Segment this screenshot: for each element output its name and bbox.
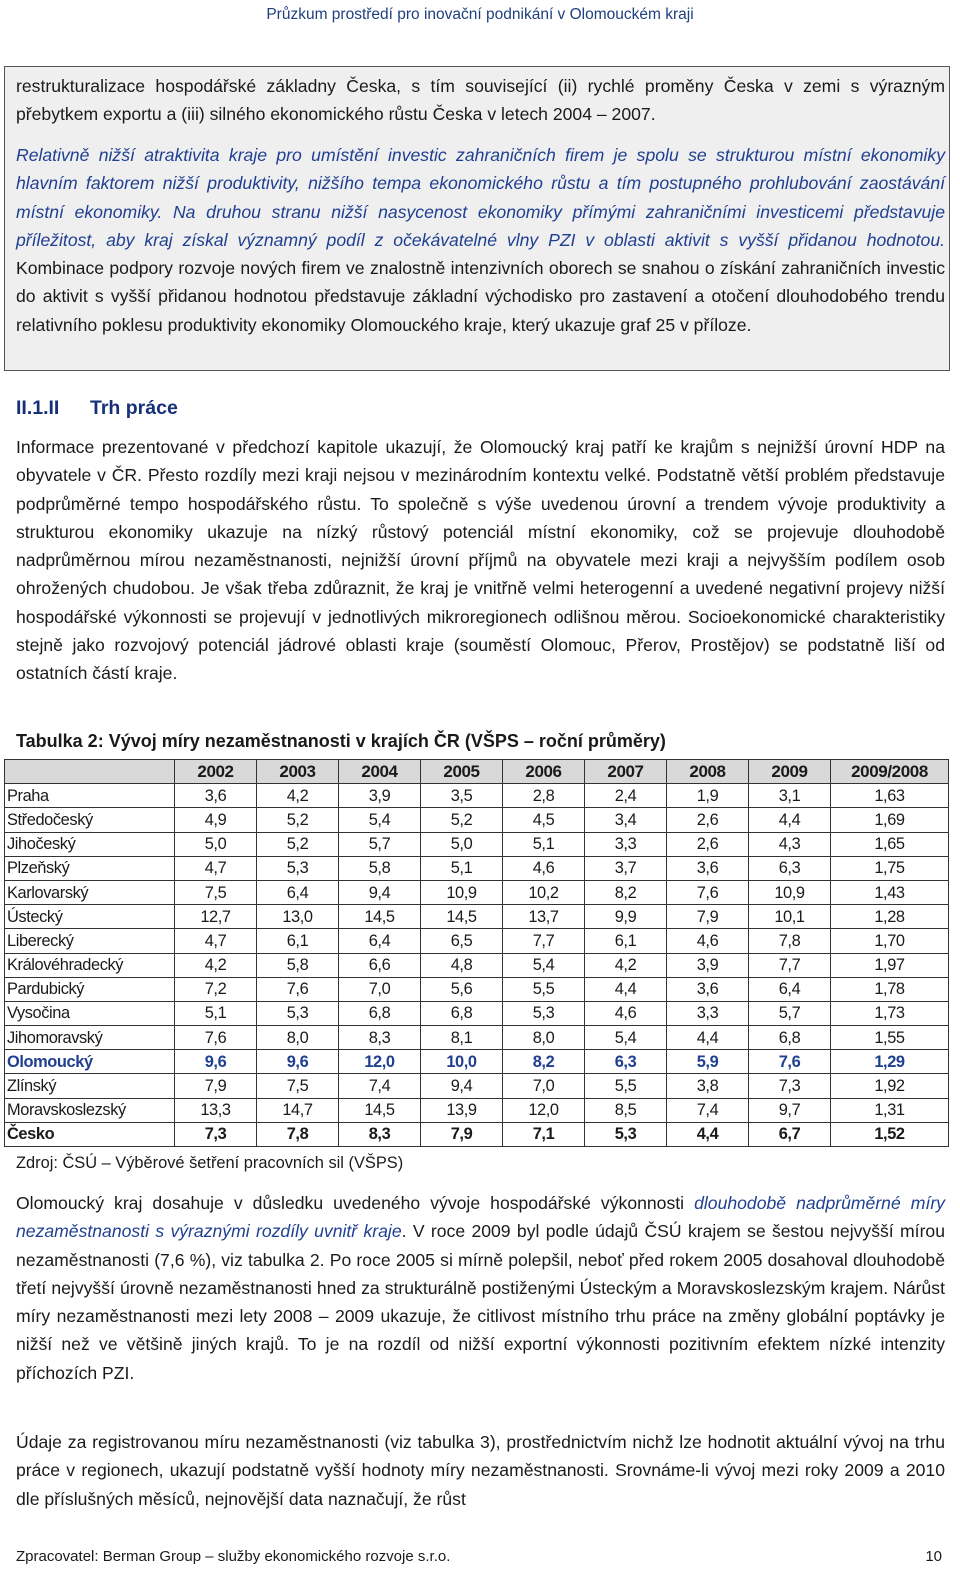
value-cell: 1,70 — [831, 929, 949, 953]
value-cell: 4,2 — [175, 953, 257, 977]
value-cell: 12,0 — [503, 1098, 585, 1122]
region-name-cell: Královéhradecký — [5, 953, 175, 977]
region-name-cell: Moravskoslezský — [5, 1098, 175, 1122]
value-cell: 1,69 — [831, 808, 949, 832]
value-cell: 7,1 — [503, 1122, 585, 1146]
value-cell: 5,3 — [585, 1122, 667, 1146]
table-row — [5, 1074, 949, 1098]
table-row — [5, 905, 949, 929]
page-header: Průzkum prostředí pro inovační podnikání v Olomouckém kraji — [266, 6, 694, 23]
value-cell: 8,5 — [585, 1098, 667, 1122]
value-cell: 8,1 — [421, 1026, 503, 1050]
value-cell: 2,8 — [503, 784, 585, 808]
value-cell: 4,6 — [585, 1001, 667, 1025]
section-heading — [16, 397, 178, 420]
value-cell: 10,9 — [749, 880, 831, 904]
value-cell: 6,6 — [339, 953, 421, 977]
value-cell: 5,2 — [257, 808, 339, 832]
value-cell: 5,5 — [585, 1074, 667, 1098]
value-cell: 5,4 — [585, 1026, 667, 1050]
value-cell: 7,5 — [175, 880, 257, 904]
value-cell: 7,8 — [257, 1122, 339, 1146]
region-name-cell: Jihočeský — [5, 832, 175, 856]
value-cell: 13,9 — [421, 1098, 503, 1122]
header-cell-2005: 2005 — [421, 760, 503, 784]
value-cell: 6,4 — [257, 880, 339, 904]
value-cell: 5,7 — [339, 832, 421, 856]
table-row — [5, 856, 949, 880]
table-row — [5, 808, 949, 832]
value-cell: 4,2 — [257, 784, 339, 808]
value-cell: 2,6 — [667, 808, 749, 832]
value-cell: 7,7 — [749, 953, 831, 977]
value-cell: 8,0 — [503, 1026, 585, 1050]
value-cell: 14,7 — [257, 1098, 339, 1122]
value-cell: 2,4 — [585, 784, 667, 808]
table-row — [5, 880, 949, 904]
region-name-cell: Olomoucký — [5, 1050, 175, 1074]
value-cell: 4,8 — [421, 953, 503, 977]
value-cell: 3,6 — [175, 784, 257, 808]
value-cell: 13,7 — [503, 905, 585, 929]
value-cell: 10,2 — [503, 880, 585, 904]
value-cell: 6,4 — [749, 977, 831, 1001]
value-cell: 1,65 — [831, 832, 949, 856]
value-cell: 9,6 — [257, 1050, 339, 1074]
value-cell: 6,1 — [585, 929, 667, 953]
value-cell: 1,63 — [831, 784, 949, 808]
value-cell: 9,9 — [585, 905, 667, 929]
value-cell: 5,9 — [667, 1050, 749, 1074]
value-cell: 14,5 — [421, 905, 503, 929]
header-cell-2008: 2008 — [667, 760, 749, 784]
value-cell: 4,4 — [667, 1122, 749, 1146]
value-cell: 7,7 — [503, 929, 585, 953]
region-name-cell: Liberecký — [5, 929, 175, 953]
value-cell: 3,8 — [667, 1074, 749, 1098]
value-cell: 1,97 — [831, 953, 949, 977]
value-cell: 1,28 — [831, 905, 949, 929]
value-cell: 9,4 — [339, 880, 421, 904]
value-cell: 2,6 — [667, 832, 749, 856]
box-paragraph-1: restrukturalizace hospodářské základny Česka, s tím související (ii) rychlé proměny Česka v zemi s výrazným přebytkem exportu a (iii) silného ekonomického růstu Česka v letech 2004 – 2007. — [16, 76, 945, 125]
value-cell: 5,4 — [339, 808, 421, 832]
value-cell: 3,5 — [421, 784, 503, 808]
value-cell: 4,4 — [585, 977, 667, 1001]
region-paragraph-start: Olomoucký kraj dosahuje v důsledku uvedeného vývoje hospodářské výkonnosti — [16, 1193, 695, 1213]
value-cell: 1,31 — [831, 1098, 949, 1122]
table-row — [5, 1098, 949, 1122]
value-cell: 6,7 — [749, 1122, 831, 1146]
footer-processor: Zpracovatel: Berman Group – služby ekonomického rozvoje s.r.o. — [16, 1548, 451, 1565]
value-cell: 9,7 — [749, 1098, 831, 1122]
value-cell: 5,4 — [503, 953, 585, 977]
table-row — [5, 1050, 949, 1074]
value-cell: 6,4 — [339, 929, 421, 953]
value-cell: 8,3 — [339, 1122, 421, 1146]
region-name-cell: Zlínský — [5, 1074, 175, 1098]
value-cell: 7,6 — [257, 977, 339, 1001]
value-cell: 10,0 — [421, 1050, 503, 1074]
value-cell: 4,4 — [667, 1026, 749, 1050]
value-cell: 4,2 — [585, 953, 667, 977]
value-cell: 1,73 — [831, 1001, 949, 1025]
value-cell: 1,55 — [831, 1026, 949, 1050]
table-row — [5, 784, 949, 808]
header-cell-2006: 2006 — [503, 760, 585, 784]
value-cell: 4,6 — [503, 856, 585, 880]
value-cell: 8,2 — [585, 880, 667, 904]
value-cell: 1,75 — [831, 856, 949, 880]
value-cell: 4,9 — [175, 808, 257, 832]
value-cell: 5,3 — [257, 856, 339, 880]
table-header-row — [5, 760, 949, 784]
value-cell: 3,6 — [667, 977, 749, 1001]
table-row — [5, 929, 949, 953]
header-cell-region — [5, 760, 175, 784]
value-cell: 5,2 — [257, 832, 339, 856]
value-cell: 4,5 — [503, 808, 585, 832]
value-cell: 5,3 — [257, 1001, 339, 1025]
region-name-cell: Ústecký — [5, 905, 175, 929]
table-row — [5, 1001, 949, 1025]
value-cell: 6,8 — [749, 1026, 831, 1050]
value-cell: 1,52 — [831, 1122, 949, 1146]
value-cell: 7,4 — [339, 1074, 421, 1098]
value-cell: 8,0 — [257, 1026, 339, 1050]
region-name-cell: Jihomoravský — [5, 1026, 175, 1050]
header-cell-2007: 2007 — [585, 760, 667, 784]
value-cell: 4,4 — [749, 808, 831, 832]
header-cell-2004: 2004 — [339, 760, 421, 784]
value-cell: 3,1 — [749, 784, 831, 808]
value-cell: 1,78 — [831, 977, 949, 1001]
box-paragraph-2-emphasis: Relativně nižší atraktivita kraje pro umístění investic zahraničních firem je spolu se strukturou místní ekonomiky hlavním faktorem nižší produktivity, nižšího tempa ekonomického růstu a tím postupného prohlubování zaostávání místní ekonomiky. Na druhou stranu nižší nasycenost ekonomiky přímými zahraničními investicemi představuje příležitost, aby kraj získal významný podíl z očekávatelné vlny PZI v oblasti aktivit s vyšší přidanou hodnotou. — [16, 145, 945, 250]
value-cell: 8,2 — [503, 1050, 585, 1074]
table-row — [5, 1026, 949, 1050]
value-cell: 3,3 — [667, 1001, 749, 1025]
region-name-cell: Česko — [5, 1122, 175, 1146]
value-cell: 3,6 — [667, 856, 749, 880]
region-name-cell: Pardubický — [5, 977, 175, 1001]
value-cell: 7,4 — [667, 1098, 749, 1122]
value-cell: 1,29 — [831, 1050, 949, 1074]
value-cell: 1,92 — [831, 1074, 949, 1098]
value-cell: 5,0 — [175, 832, 257, 856]
value-cell: 3,9 — [667, 953, 749, 977]
registered-unemployment-paragraph: Údaje za registrovanou míru nezaměstnanosti (viz tabulka 3), prostřednictvím nichž lze hodnotit aktuální vývoj na trhu práce v regionech, ukazují podstatně vyšší hodnoty míry nezaměstnanosti. Srovnáme-li vývoj mezi roky 2009 a 2010 dle příslušných měsíců, nejnovější data naznačují, že růst — [16, 1432, 945, 1509]
value-cell: 3,7 — [585, 856, 667, 880]
value-cell: 7,9 — [667, 905, 749, 929]
section-number: II.1.II — [16, 397, 60, 419]
page-number: 10 — [925, 1548, 942, 1565]
value-cell: 14,5 — [339, 905, 421, 929]
value-cell: 6,3 — [585, 1050, 667, 1074]
region-paragraph-end: . V roce 2009 byl podle údajů ČSÚ krajem se šestou nejvyšší mírou nezaměstnanosti (7,6 %), viz tabulka 2. Po roce 2005 si mírně polepšil, neboť před rokem 2005 dosahoval dlouhodobě třetí nejvyšší úrovně nezaměstnanosti hned za strukturálně postiženými Ústeckým a Moravskoslezským krajem. Nárůst míry nezaměstnanosti mezi lety 2008 – 2009 ukazuje, že citlivost místního trhu práce na změny globální poptávky je nižší než ve většině jiných krajů. To je na rozdíl od nižší exportní výkonnosti pozitivním efektem nízké intenzity příchozích PZI. — [16, 1221, 945, 1383]
region-paragraph — [16, 1189, 945, 1387]
table-caption: Tabulka 2: Vývoj míry nezaměstnanosti v krajích ČR (VŠPS – roční průměry) — [16, 731, 666, 751]
value-cell: 4,7 — [175, 856, 257, 880]
value-cell: 12,0 — [339, 1050, 421, 1074]
value-cell: 5,7 — [749, 1001, 831, 1025]
value-cell: 7,6 — [667, 880, 749, 904]
value-cell: 10,9 — [421, 880, 503, 904]
value-cell: 6,5 — [421, 929, 503, 953]
header-cell-2002: 2002 — [175, 760, 257, 784]
value-cell: 6,8 — [421, 1001, 503, 1025]
value-cell: 7,9 — [421, 1122, 503, 1146]
region-name-cell: Plzeňský — [5, 856, 175, 880]
value-cell: 9,4 — [421, 1074, 503, 1098]
header-cell-2009-2008: 2009/2008 — [831, 760, 949, 784]
value-cell: 5,6 — [421, 977, 503, 1001]
region-name-cell: Praha — [5, 784, 175, 808]
value-cell: 4,3 — [749, 832, 831, 856]
value-cell: 9,6 — [175, 1050, 257, 1074]
value-cell: 1,43 — [831, 880, 949, 904]
table-row — [5, 953, 949, 977]
value-cell: 7,3 — [175, 1122, 257, 1146]
value-cell: 10,1 — [749, 905, 831, 929]
value-cell: 7,9 — [175, 1074, 257, 1098]
region-name-cell: Středočeský — [5, 808, 175, 832]
labour-market-paragraph: Informace prezentované v předchozí kapitole ukazují, že Olomoucký kraj patří ke krajům s nejnižší úrovní HDP na obyvatele v ČR. Přesto rozdíly mezi kraji nejsou v mezinárodním kontextu velké. Podstatně větší problém představuje podprůměrné tempo hospodářského růstu. To společně s výše uvedenou úrovní a trendem vývoje produktivity a strukturou ekonomiky ukazuje na nízký růstový potenciál místní ekonomiky, což se projevuje dlouhodobě nadprůměrnou mírou nezaměstnanosti, nejnižší úrovní příjmů na obyvatele mezi kraji a nejvyšším podílem osob ohrožených chudobou. Je však třeba zdůraznit, že kraj je vnitřně velmi heterogenní a uvedené negativní projevy nižší hospodářské výkonnosti se projevují v jednotlivých mikroregionech odlišnou měrou. Socioekonomické charakteristiky stejně jako rozvojový potenciál jádrové oblasti kraje (soumĕstí Olomouc, Přerov, Prostějov) se podstatně liší od ostatních částí kraje. — [16, 437, 945, 684]
value-cell: 3,4 — [585, 808, 667, 832]
value-cell: 7,3 — [749, 1074, 831, 1098]
value-cell: 6,1 — [257, 929, 339, 953]
header-cell-2009: 2009 — [749, 760, 831, 784]
value-cell: 7,2 — [175, 977, 257, 1001]
value-cell: 4,7 — [175, 929, 257, 953]
value-cell: 7,6 — [749, 1050, 831, 1074]
table-source: Zdroj: ČSÚ – Výběrové šetření pracovních sil (VŠPS) — [16, 1154, 404, 1172]
value-cell: 7,5 — [257, 1074, 339, 1098]
value-cell: 5,1 — [421, 856, 503, 880]
header-cell-2003: 2003 — [257, 760, 339, 784]
region-paragraph-emphasis: dlouhodobě nadprůměrné míry nezaměstnanosti s výraznými rozdíly uvnitř kraje — [16, 1193, 945, 1242]
value-cell: 1,9 — [667, 784, 749, 808]
box-paragraph-2 — [16, 141, 945, 339]
box-paragraph-2-rest: Kombinace podpory rozvoje nových firem ve znalostně intenzivních oborech se snahou o získání zahraničních investic do aktivit s vyšší přidanou hodnotou představuje základní východisko pro zastavení a otočení dlouhodobého trendu relativního poklesu produktivity ekonomiky Olomouckého kraje, který ukazuje graf 25 v příloze. — [16, 258, 945, 335]
unemployment-table — [4, 759, 949, 1147]
value-cell: 4,6 — [667, 929, 749, 953]
value-cell: 13,0 — [257, 905, 339, 929]
value-cell: 5,5 — [503, 977, 585, 1001]
value-cell: 6,3 — [749, 856, 831, 880]
value-cell: 5,1 — [503, 832, 585, 856]
value-cell: 6,8 — [339, 1001, 421, 1025]
value-cell: 3,3 — [585, 832, 667, 856]
value-cell: 7,0 — [339, 977, 421, 1001]
value-cell: 5,2 — [421, 808, 503, 832]
value-cell: 13,3 — [175, 1098, 257, 1122]
table-row — [5, 1122, 949, 1146]
value-cell: 7,8 — [749, 929, 831, 953]
region-name-cell: Vysočina — [5, 1001, 175, 1025]
table-row — [5, 832, 949, 856]
table-body — [5, 784, 949, 1147]
value-cell: 5,8 — [257, 953, 339, 977]
value-cell: 14,5 — [339, 1098, 421, 1122]
value-cell: 3,9 — [339, 784, 421, 808]
table-row — [5, 977, 949, 1001]
value-cell: 8,3 — [339, 1026, 421, 1050]
value-cell: 5,1 — [175, 1001, 257, 1025]
value-cell: 5,0 — [421, 832, 503, 856]
value-cell: 5,3 — [503, 1001, 585, 1025]
value-cell: 7,6 — [175, 1026, 257, 1050]
region-name-cell: Karlovarský — [5, 880, 175, 904]
value-cell: 12,7 — [175, 905, 257, 929]
value-cell: 7,0 — [503, 1074, 585, 1098]
section-title: Trh práce — [90, 397, 178, 419]
value-cell: 5,8 — [339, 856, 421, 880]
